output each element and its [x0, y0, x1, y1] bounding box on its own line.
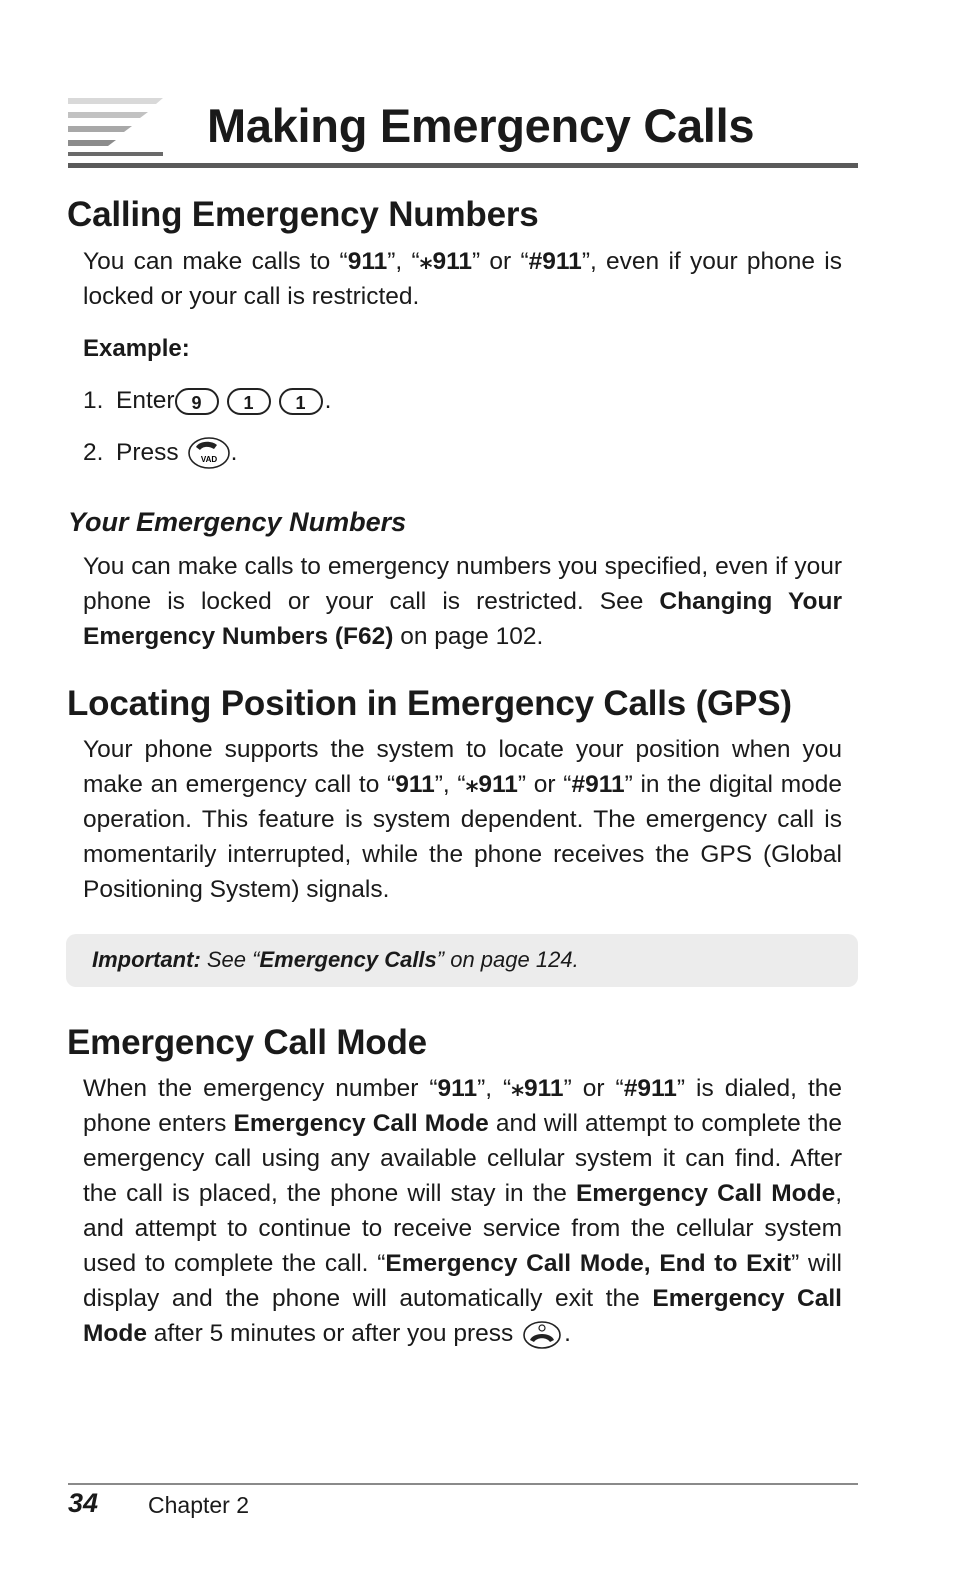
- end-key-icon: [522, 1320, 562, 1350]
- step-number: 1.: [83, 387, 104, 414]
- step-1: 1. Enter 9 1 1 .: [83, 384, 331, 418]
- section-heading-mode: Emergency Call Mode: [67, 1023, 427, 1062]
- subsection-heading-your-numbers: Your Emergency Numbers: [68, 507, 407, 537]
- mode-paragraph: When the emergency number “911”, “⁎911” or “#911” is dialed, the phone enters Emergency Call Mode and will attempt to complete the emergency call using any available cellular system it can find. After the call is placed, the phone will stay in the Emergency Call Mode, and attempt to continue to receive service from the cellular system used to complete the call. “Emergency Call Mode, End to Exit” will display and the phone will automatically exit the Emergency Call Mode after 5 minutes or after you press .: [83, 1071, 842, 1351]
- section-heading-calling: Calling Emergency Numbers: [67, 195, 539, 234]
- gps-paragraph: Your phone supports the system to locate your position when you make an emergency call to “911”, “⁎911” or “#911” in the digital mode operation. This feature is system dependent. The emergency call is momentarily interrupted, while the phone receives the GPS (Global Positioning System) signals.: [83, 736, 842, 903]
- step-text: Press: [116, 439, 179, 466]
- step-number: 2.: [83, 439, 104, 466]
- footer-rule: [68, 1483, 858, 1485]
- step-2: 2. Press VAD .: [83, 436, 237, 470]
- header-stripes-icon: [68, 98, 163, 156]
- calling-paragraph: You can make calls to “911”, “⁎911” or “#911”, even if your phone is locked or your call is restricted.: [83, 248, 842, 310]
- send-key-icon: [187, 436, 231, 470]
- key-1: 1: [279, 388, 323, 415]
- svg-text:VAD: VAD: [200, 455, 217, 464]
- key-1: 1: [227, 388, 271, 415]
- important-note: Important: See “Emergency Calls” on page 124.: [92, 947, 579, 972]
- chapter-label: Chapter 2: [148, 1492, 250, 1518]
- example-label: Example:: [83, 335, 190, 362]
- page-number: 34: [68, 1488, 99, 1518]
- page-title: Making Emergency Calls: [207, 99, 755, 152]
- section-heading-gps: Locating Position in Emergency Calls (GPS): [67, 684, 792, 723]
- your-numbers-paragraph: You can make calls to emergency numbers you specified, even if your phone is locked or your call is restricted. See Changing Your Emergency Numbers (F62) on page 102.: [83, 553, 842, 650]
- step-text: Enter: [116, 387, 175, 414]
- key-9: 9: [175, 388, 219, 415]
- title-rule: [68, 163, 858, 168]
